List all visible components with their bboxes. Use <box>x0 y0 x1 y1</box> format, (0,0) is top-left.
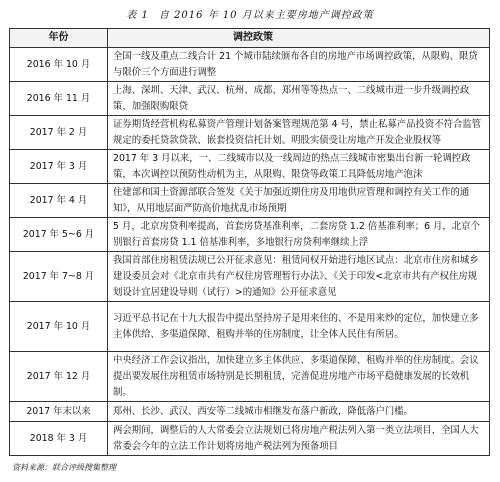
table-caption <box>0 6 500 21</box>
policy-header: 调控政策 <box>108 29 490 48</box>
policy-cell: 全国一线及重点二线合计 21 个城市陆续颁布各自的房地产市场调控政策，从限购、限贷与限价三个方面进行调整 <box>108 48 490 82</box>
policy-cell: 证券期货经营机构私募资产管理计划备案管理规范第 4 号，禁止私募产品投资不符合监管规定的委托贷款贷款、嵌套投资信托计划、明股实债受让房地产开发企业股权等 <box>108 116 490 150</box>
year-cell: 2017 年 7~8 月 <box>10 252 108 302</box>
year-cell: 2017 年 5~6 月 <box>10 218 108 252</box>
year-header: 年份 <box>10 29 108 48</box>
table-row <box>10 402 490 422</box>
policy-cell: 我国首部住房租赁法规已公开征求意见：租赁同权开始进行地区试点：北京市住房和城乡建设委员会对《北京市共有产权住房管理暂行办法》、《关于印发<北京市共有产权住房规划设计宜居建设导则（试行）>的通知》公开征求意见 <box>108 252 490 302</box>
table-row <box>10 184 490 218</box>
table-row <box>10 150 490 184</box>
table-header-row <box>10 29 490 48</box>
table-row <box>10 302 490 352</box>
year-cell: 2017 年 3 月 <box>10 150 108 184</box>
policy-table <box>9 28 490 456</box>
year-cell: 2016 年 11 月 <box>10 82 108 116</box>
table-row <box>10 218 490 252</box>
caption-number: 表 1 <box>126 10 149 21</box>
policy-cell: 5 月，北京房贷利率提高，首套房贷基准利率，二套房贷 1.2 倍基准利率；6 月，北京个别银行首套房贷 1.1 倍基准利率，多地银行房贷利率继续上浮 <box>108 218 490 252</box>
policy-cell: 习近平总书记在十九大报告中提出坚持房子是用来住的、不是用来炒的定位，加快建立多主体供给、多渠道保障、租购并举的住房制度，让全体人民住有所居。 <box>108 302 490 352</box>
policy-cell: 郑州、长沙、武汉、西安等二线城市相继发布落户新政，降低落户门槛。 <box>108 402 490 422</box>
year-cell: 2017 年 4 月 <box>10 184 108 218</box>
year-cell: 2017 年末以来 <box>10 402 108 422</box>
year-cell: 2016 年 10 月 <box>10 48 108 82</box>
table-row <box>10 82 490 116</box>
year-cell: 2017 年 2 月 <box>10 116 108 150</box>
table-row <box>10 116 490 150</box>
year-cell: 2018 年 3 月 <box>10 422 108 456</box>
policy-cell: 两会期间，调整后的人大常委会立法规划已将房地产税法列入第一类立法项目，全国人大常委会今年的立法工作计划将房地产税法列为预备项目 <box>108 422 490 456</box>
table-row <box>10 252 490 302</box>
table-row <box>10 48 490 82</box>
year-cell: 2017 年 10 月 <box>10 302 108 352</box>
policy-cell: 住建部和国土资源部联合签发《关于加强近期住房及用地供应管理和调控有关工作的通知》，从用地层面严防高价地扰乱市场预期 <box>108 184 490 218</box>
caption-title: 自 2016 年 10 月以来主要房地产调控政策 <box>158 10 374 21</box>
policy-cell: 上海、深圳、天津、武汉、杭州、成都、郑州等等热点一、二线城市进一步升级调控政策，加强限购限贷 <box>108 82 490 116</box>
table-row <box>10 422 490 456</box>
policy-cell: 2017 年 3 月以来，一、二线城市以及一线周边的热点三线城市密集出台新一轮调控政策，本次调控以预防性动机为主，从限购、限贷等政策工具降低房地产泡沫 <box>108 150 490 184</box>
table-row <box>10 352 490 402</box>
source-note: 资料来源：联合评级搜集整理 <box>12 463 116 472</box>
year-cell: 2017 年 12 月 <box>10 352 108 402</box>
policy-cell: 中央经济工作会议指出，加快建立多主体供应、多渠道保障、租购并举的住房制度。会议提出要发展住房租赁市场特别是长期租赁，完善促进房地产市场平稳健康发展的长效机制。 <box>108 352 490 402</box>
